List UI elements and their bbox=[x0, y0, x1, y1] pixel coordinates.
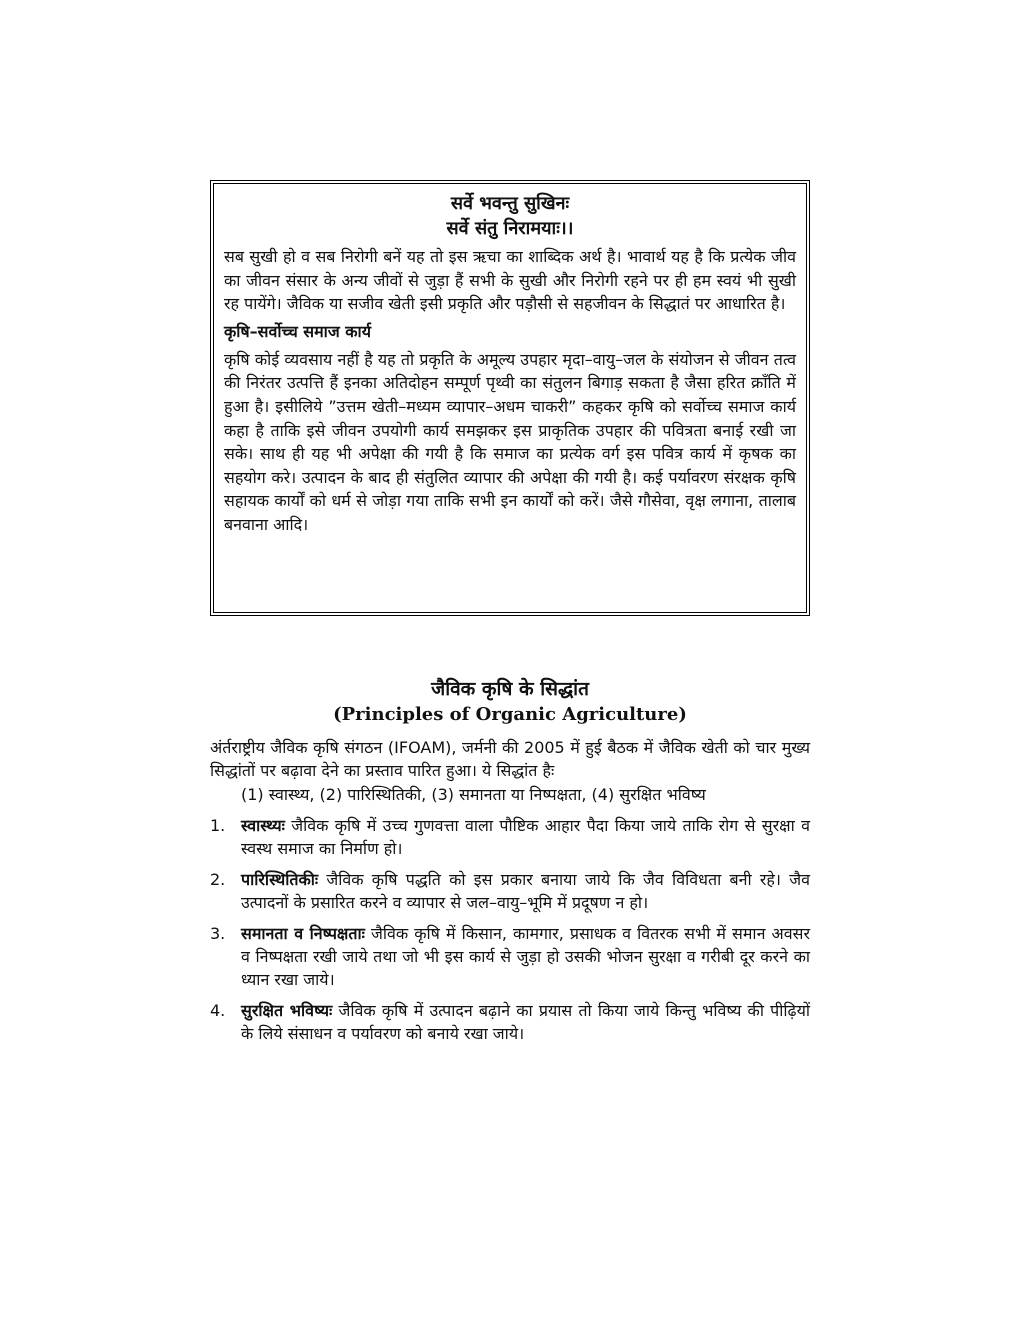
principle-text: जैविक कृषि में उच्च गुणवत्ता वाला पौष्टिक आहार पैदा किया जाये ताकि रोग से सुरक्षा व स्वस्थ समाज का निर्माण हो। bbox=[241, 816, 810, 858]
principle-text: जैविक कृषि में उत्पादन बढ़ाने का प्रयास तो किया जाये किन्तु भविष्य की पीढ़ियों के लिये संसाधन व पर्यावरण को बनाये रखा जाये। bbox=[241, 1001, 810, 1043]
section-intro bbox=[210, 736, 810, 806]
principle-text: जैविक कृषि पद्धति को इस प्रकार बनाया जाये कि जैव विविधता बनी रहे। जैव उत्पादनों के प्रसारित करने व व्यापार से जल–वायु–भूमि में प्रदूषण न हो। bbox=[241, 870, 810, 912]
shloka-meaning-paragraph: सब सुखी हो व सब निरोगी बनें यह तो इस ऋचा का शाब्दिक अर्थ है। भावार्थ यह है कि प्रत्येक जीव का जीवन संसार के अन्य जीवों से जुड़ा हैं सभी के सुखी और निरोगी रहने पर ही हम स्वयं भी सुखी रह पायेंगे। जैविक या सजीव खेती इसी प्रकृति और पड़ौसी से सहजीवन के सिद्धातं पर आधारित है। bbox=[224, 247, 796, 314]
principle-number: 4. bbox=[210, 1001, 226, 1020]
principle-item bbox=[210, 868, 810, 914]
box-body-paragraph: कृषि कोई व्यवसाय नहीं है यह तो प्रकृति के अमूल्य उपहार मृदा–वायु–जल के संयोजन से जीवन तत्व की निरंतर उत्पत्ति हैं इनका अतिदोहन सम्पूर्ण पृथ्वी का संतुलन बिगाड़ सकता है जैसा हरित क्राँति में हुआ है। इसीलिये ”उत्तम खेती–मध्यम व्यापार–अधम चाकरी” कहकर कृषि को सर्वोच्च समाज कार्य कहा है ताकि इसे जीवन उपयोगी कार्य समझकर इस प्राकृतिक उपहार की पवित्रता बनाई रखी जा सके। साथ ही यह भी अपेक्षा की गयी है कि समाज का प्रत्येक वर्ग इस पवित्र कार्य में कृषक का सहयोग करे। उत्पादन के बाद ही संतुलित व्यापार की अपेक्षा की गयी है। कई पर्यावरण संरक्षक कृषि सहायक कार्यों को धर्म से जोड़ा गया ताकि सभी इन कार्यों को करें। जैसे गौसेवा, वृक्ष लगाना, तालाब बनवाना आदि। bbox=[224, 349, 796, 534]
section-title bbox=[210, 676, 810, 728]
section-intro-paragraph: अंर्तराष्ट्रीय जैविक कृषि संगठन (IFOAM), जर्मनी की 2005 में हुई बैठक में जैविक खेती को चार मुख्य सिद्धांतों पर बढ़ावा देने का प्रस्ताव पारित हुआ। ये सिद्धांत हैः bbox=[210, 738, 810, 780]
shloka-line-1: सर्वे भवन्तु सुखिनः bbox=[450, 193, 570, 214]
box-subheading: कृषि–सर्वोच्च समाज कार्य bbox=[224, 321, 371, 341]
principle-text: जैविक कृषि में किसान, कामगार, प्रसाधक व वितरक सभी में समान अवसर व निष्पक्षता रखी जाये तथा जो भी इस कार्य से जुड़ा हो उसकी भोजन सुरक्षा व गरीबी दूर करने का ध्यान रखा जाये। bbox=[241, 924, 810, 989]
principle-term: समानता व निष्पक्षताः bbox=[241, 924, 365, 943]
principle-item bbox=[210, 922, 810, 991]
principle-number: 3. bbox=[210, 924, 226, 943]
principle-item bbox=[210, 814, 810, 860]
section-intro-list: (1) स्वास्थ्य, (2) पारिस्थितिकी, (3) समानता या निष्पक्षता, (4) सुरक्षित भविष्य bbox=[241, 785, 706, 804]
principle-term: पारिस्थितिकीः bbox=[241, 870, 319, 889]
section-title-english: (Principles of Organic Agriculture) bbox=[333, 704, 687, 725]
principle-term: स्वास्थ्यः bbox=[241, 816, 285, 835]
section-title-hindi: जैविक कृषि के सिद्धांत bbox=[431, 678, 589, 700]
shloka-line-2: सर्वे संतु निरामयाः।। bbox=[446, 218, 574, 239]
principle-number: 1. bbox=[210, 816, 226, 835]
principle-item bbox=[210, 999, 810, 1045]
shloka-box bbox=[210, 180, 810, 616]
principles-list bbox=[210, 814, 810, 1053]
principle-number: 2. bbox=[210, 870, 226, 889]
principle-term: सुरक्षित भविष्यः bbox=[241, 1001, 333, 1020]
